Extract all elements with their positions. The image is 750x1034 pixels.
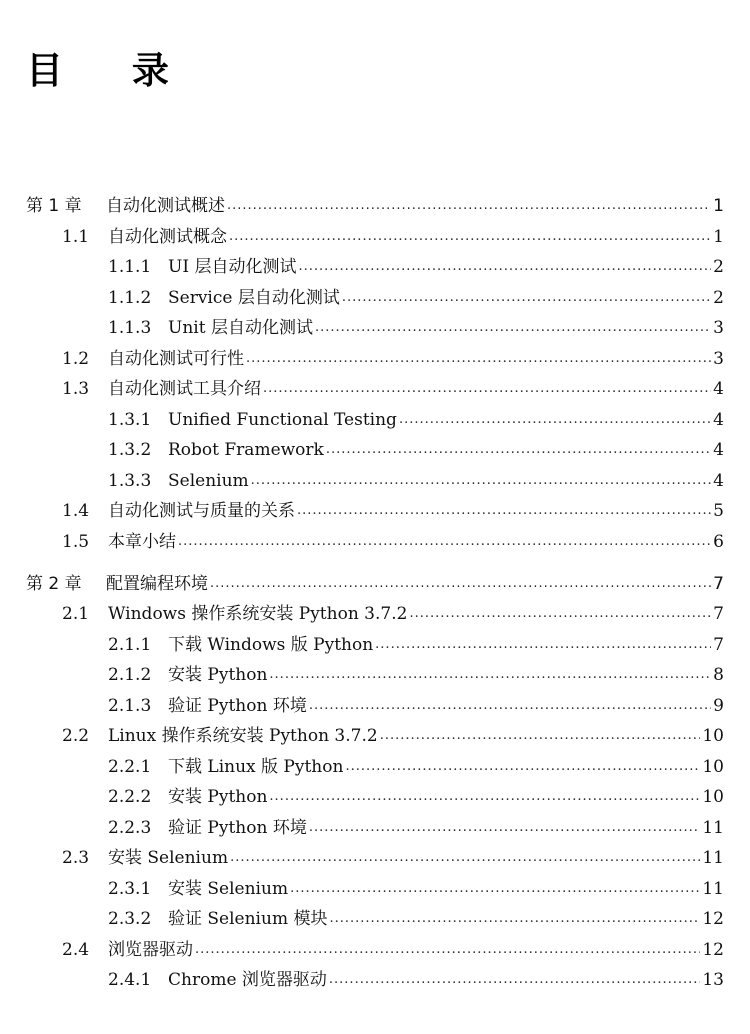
toc-dot-leader xyxy=(315,318,711,338)
toc-entry-title: 配置编程环境 xyxy=(106,574,208,594)
toc-entry-page: 4 xyxy=(713,471,724,491)
toc-entry-number: 1.4 xyxy=(62,501,90,521)
toc-entry-title: Linux 操作系统安装 Python 3.7.2 xyxy=(108,726,378,746)
toc-dot-leader xyxy=(345,757,700,777)
toc-entry-title: 自动化测试可行性 xyxy=(108,349,244,369)
toc-entry-page: 5 xyxy=(713,501,724,521)
toc-subsection-entry[interactable] xyxy=(108,430,724,460)
toc-dot-leader xyxy=(399,410,711,430)
toc-entry-title: Windows 操作系统安装 Python 3.7.2 xyxy=(108,604,408,624)
toc-entry-number: 2.2.3 xyxy=(108,818,152,838)
toc-subsection-entry[interactable] xyxy=(108,686,724,716)
toc-entry-page: 13 xyxy=(702,970,724,990)
toc-entry-title: Unit 层自动化测试 xyxy=(168,318,313,338)
toc-entry-number: 2.2.2 xyxy=(108,787,152,807)
toc-entry-page: 7 xyxy=(713,604,724,624)
toc-chapter-entry[interactable] xyxy=(26,186,724,216)
toc-dot-leader xyxy=(298,257,711,277)
toc-entry-number: 2.1.2 xyxy=(108,665,152,685)
toc-dot-leader xyxy=(329,970,700,990)
toc-subsection-entry[interactable] xyxy=(108,899,724,929)
toc-dot-leader xyxy=(178,532,711,552)
toc-entry-page: 11 xyxy=(702,818,724,838)
toc-entry-number: 2.4.1 xyxy=(108,970,152,990)
toc-entry-number: 1.3.3 xyxy=(108,471,152,491)
toc-dot-leader xyxy=(251,471,712,491)
toc-entry-page: 1 xyxy=(713,227,724,247)
toc-entry-title: Robot Framework xyxy=(168,440,324,460)
toc-dot-leader xyxy=(269,665,711,685)
toc-dot-leader xyxy=(309,696,711,716)
toc-entry-number: 第 2 章 xyxy=(26,574,82,594)
toc-dot-leader xyxy=(263,379,711,399)
toc-entry-page: 7 xyxy=(713,574,724,594)
toc-dot-leader xyxy=(246,349,711,369)
toc-section-entry[interactable] xyxy=(62,930,724,960)
toc-entry-title: UI 层自动化测试 xyxy=(168,257,297,277)
toc-dot-leader xyxy=(195,940,700,960)
toc-dot-leader xyxy=(297,501,711,521)
toc-dot-leader xyxy=(380,726,701,746)
toc-dot-leader xyxy=(342,288,711,308)
toc-subsection-entry[interactable] xyxy=(108,278,724,308)
toc-subsection-entry[interactable] xyxy=(108,808,724,838)
toc-dot-leader xyxy=(375,635,711,655)
toc-entry-number: 1.5 xyxy=(62,532,90,552)
toc-section-entry[interactable] xyxy=(62,369,724,399)
toc-section-entry[interactable] xyxy=(62,716,724,746)
toc-dot-leader xyxy=(309,818,701,838)
toc-entry-title: 下载 Linux 版 Python xyxy=(168,757,344,777)
toc-dot-leader xyxy=(409,604,711,624)
toc-entry-number: 1.2 xyxy=(62,349,90,369)
toc-entry-page: 2 xyxy=(713,257,724,277)
toc-entry-title: 验证 Python 环境 xyxy=(168,696,307,716)
toc-entry-title: 本章小结 xyxy=(108,532,176,552)
toc-entry-title: Unified Functional Testing xyxy=(168,410,397,430)
toc-entry-number: 2.3 xyxy=(62,848,90,868)
toc-entry-title: 验证 Selenium 模块 xyxy=(168,909,328,929)
toc-subsection-entry[interactable] xyxy=(108,308,724,338)
toc-entry-page: 12 xyxy=(702,940,724,960)
toc-section-entry[interactable] xyxy=(62,594,724,624)
toc-section-entry[interactable] xyxy=(62,838,724,868)
toc-entry-number: 1.3.2 xyxy=(108,440,152,460)
toc-section-entry[interactable] xyxy=(62,522,724,552)
toc-entry-page: 12 xyxy=(702,909,724,929)
toc-dot-leader xyxy=(290,879,700,899)
toc-entry-title: 自动化测试工具介绍 xyxy=(108,379,261,399)
toc-entry-number: 1.1.1 xyxy=(108,257,152,277)
toc-subsection-entry[interactable] xyxy=(108,655,724,685)
toc-dot-leader xyxy=(269,787,700,807)
toc-dot-leader xyxy=(329,909,700,929)
toc-entry-title: 自动化测试与质量的关系 xyxy=(108,501,295,521)
toc-entry-page: 6 xyxy=(713,532,724,552)
toc-entry-page: 4 xyxy=(713,410,724,430)
toc-entry-number: 1.3.1 xyxy=(108,410,152,430)
toc-subsection-entry[interactable] xyxy=(108,625,724,655)
toc-entry-title: 安装 Python xyxy=(168,665,268,685)
toc-dot-leader xyxy=(210,574,711,594)
toc-entry-number: 2.3.2 xyxy=(108,909,152,929)
toc-entry-number: 2.3.1 xyxy=(108,879,152,899)
toc-entry-page: 1 xyxy=(713,196,724,216)
toc-entry-title: Selenium xyxy=(168,471,249,491)
toc-subsection-entry[interactable] xyxy=(108,960,724,990)
toc-entry-number: 2.1 xyxy=(62,604,90,624)
toc-section-entry[interactable] xyxy=(62,217,724,247)
toc-entry-page: 2 xyxy=(713,288,724,308)
toc-entry-page: 7 xyxy=(713,635,724,655)
toc-entry-number: 2.4 xyxy=(62,940,90,960)
toc-entry-title: 验证 Python 环境 xyxy=(168,818,307,838)
toc-entry-page: 9 xyxy=(713,696,724,716)
toc-dot-leader xyxy=(227,196,711,216)
toc-dot-leader xyxy=(229,227,711,247)
toc-entry-title: 安装 Selenium xyxy=(108,848,229,868)
toc-entry-title: 自动化测试概念 xyxy=(108,227,227,247)
toc-subsection-entry[interactable] xyxy=(108,777,724,807)
toc-entry-page: 10 xyxy=(702,726,724,746)
toc-entry-number: 2.2 xyxy=(62,726,90,746)
page-title: 目 录 xyxy=(26,49,197,92)
toc-subsection-entry[interactable] xyxy=(108,747,724,777)
toc-entry-page: 10 xyxy=(702,787,724,807)
toc-dot-leader xyxy=(230,848,700,868)
toc-entry-title: 安装 Selenium xyxy=(168,879,289,899)
toc-entry-title: 浏览器驱动 xyxy=(108,940,193,960)
toc-entry-title: 下载 Windows 版 Python xyxy=(168,635,374,655)
toc-entry-page: 4 xyxy=(713,379,724,399)
toc-subsection-entry[interactable] xyxy=(108,461,724,491)
toc-subsection-entry[interactable] xyxy=(108,869,724,899)
toc-section-entry[interactable] xyxy=(62,491,724,521)
toc-entry-number: 1.1.3 xyxy=(108,318,152,338)
toc-entry-number: 1.1 xyxy=(62,227,90,247)
toc-section-entry[interactable] xyxy=(62,339,724,369)
toc-entry-number: 2.2.1 xyxy=(108,757,152,777)
toc-chapter-entry[interactable] xyxy=(26,564,724,594)
toc-entry-number: 第 1 章 xyxy=(26,196,82,216)
toc-entry-title: Service 层自动化测试 xyxy=(168,288,340,308)
toc-entry-page: 3 xyxy=(713,349,724,369)
toc-entry-title: 自动化测试概述 xyxy=(106,196,225,216)
toc-entry-number: 1.3 xyxy=(62,379,90,399)
toc-entry-number: 1.1.2 xyxy=(108,288,152,308)
toc-subsection-entry[interactable] xyxy=(108,247,724,277)
toc-subsection-entry[interactable] xyxy=(108,400,724,430)
toc-entry-number: 2.1.3 xyxy=(108,696,152,716)
toc-dot-leader xyxy=(326,440,711,460)
toc-entry-number: 2.1.1 xyxy=(108,635,152,655)
toc-entry-page: 11 xyxy=(702,848,724,868)
toc-entry-page: 8 xyxy=(713,665,724,685)
toc-entry-title: 安装 Python xyxy=(168,787,268,807)
toc-entry-page: 4 xyxy=(713,440,724,460)
toc-entry-page: 10 xyxy=(702,757,724,777)
toc-entry-title: Chrome 浏览器驱动 xyxy=(168,970,327,990)
toc-entry-page: 3 xyxy=(713,318,724,338)
toc-entry-page: 11 xyxy=(702,879,724,899)
